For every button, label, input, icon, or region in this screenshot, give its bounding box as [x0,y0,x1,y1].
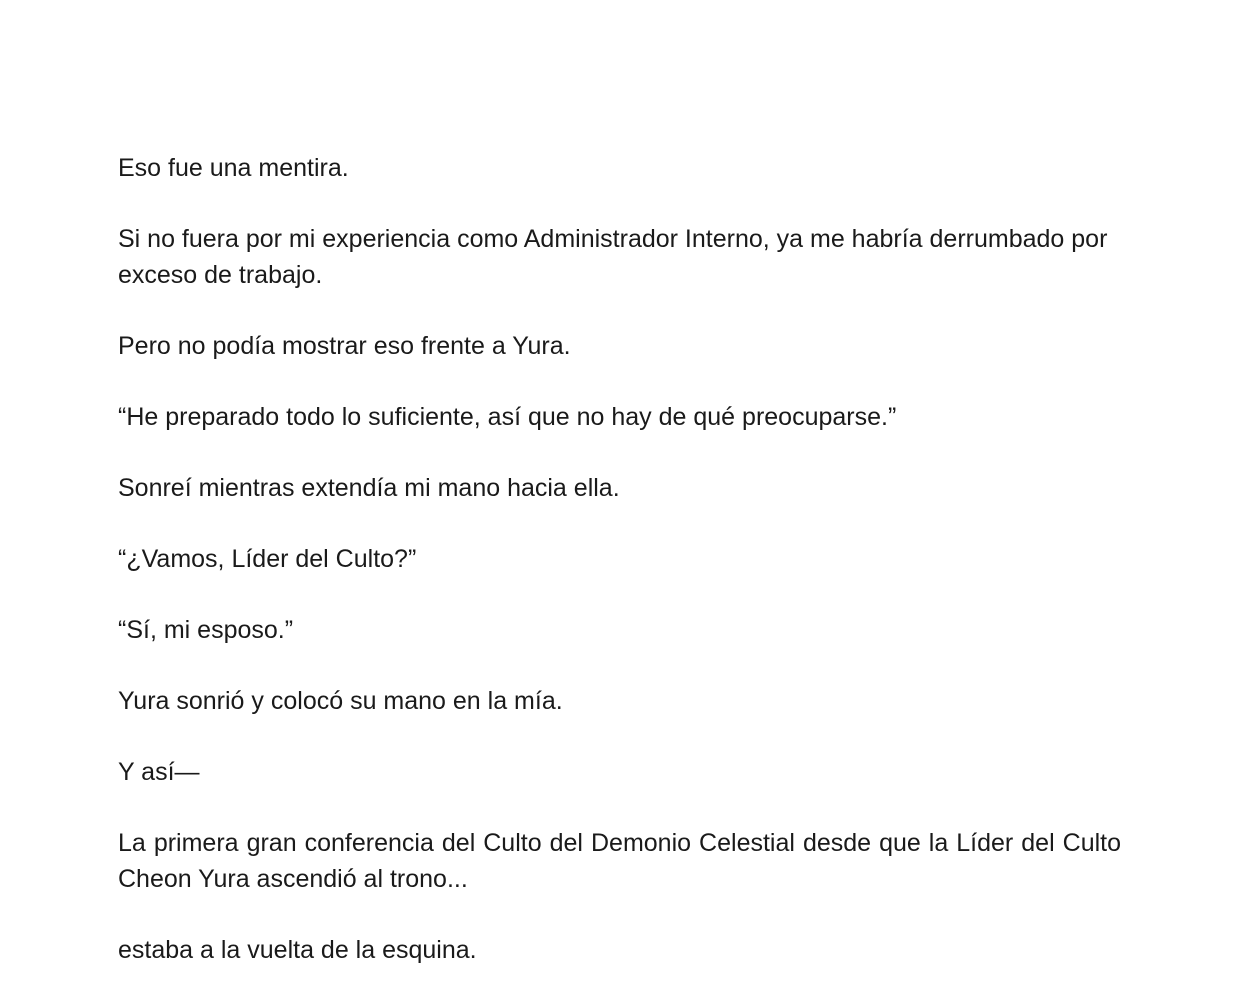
paragraph: Eso fue una mentira. [118,154,349,182]
paragraph: Sonreí mientras extendía mi mano hacia ella. [118,474,620,502]
paragraph: Yura sonrió y colocó su mano en la mía. [118,687,563,715]
document-body [118,150,1121,1003]
paragraph: Pero no podía mostrar eso frente a Yura. [118,332,571,360]
paragraph: La primera gran conferencia del Culto del Demonio Celestial desde que la Líder del Culto Cheon Yura ascendió al trono... [118,829,1121,893]
paragraph: “Sí, mi esposo.” [118,616,294,644]
paragraph: “He preparado todo lo suficiente, así que no hay de qué preocuparse.” [118,403,897,431]
paragraph: estaba a la vuelta de la esquina. [118,936,477,964]
paragraph: “¿Vamos, Líder del Culto?” [118,545,417,573]
paragraph: Y así— [118,758,200,786]
paragraph: Si no fuera por mi experiencia como Administrador Interno, ya me habría derrumbado por exceso de trabajo. [118,225,1108,289]
